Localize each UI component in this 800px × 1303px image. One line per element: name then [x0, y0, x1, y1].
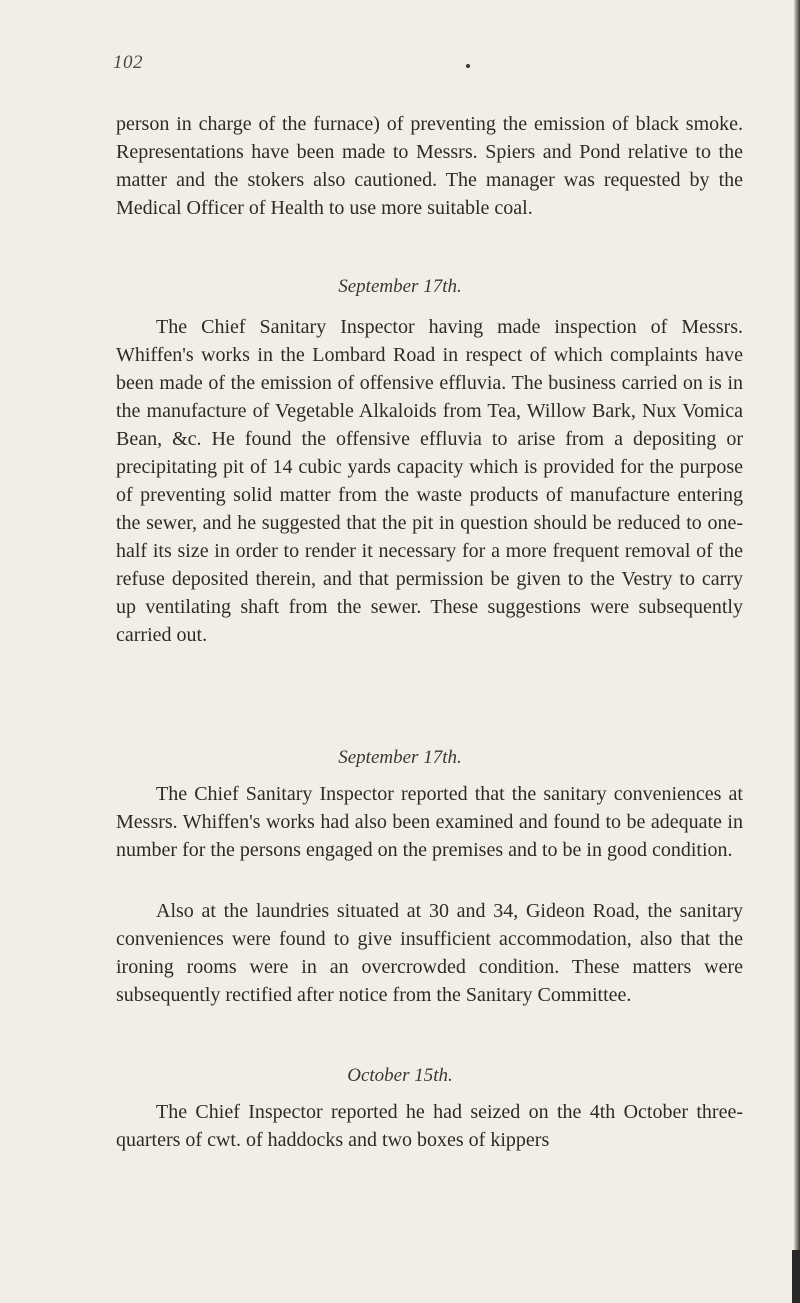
page-edge-bottom-shadow	[792, 1250, 800, 1303]
paragraph-seized-fish: The Chief Inspector reported he had seized on the 4th October three-quarters of cwt. of haddocks and two boxes of kippers	[116, 1101, 743, 1151]
date-heading-september-17-first: September 17th.	[338, 276, 462, 297]
page-edge-shadow	[794, 0, 800, 1303]
page-number: 102	[113, 52, 143, 73]
paragraph-whiffen-effluvia: The Chief Sanitary Inspector having made inspection of Messrs. Whiffen's works in the Lombard Road in respect of which complaints have been made of the emission of offensive effluvia. The business carried on is in the manufacture of Vegetable Alkaloids from Tea, Willow Bark, Nux Vomica Bean, &c. He found the offensive effluvia to arise from a depositing or precipitating pit of 14 cubic yards capacity which is provided for the purpose of preventing solid matter from the waste products of manufacture entering the sewer, and he suggested that the pit in question should be reduced to one-half its size in order to render it necessary for a more frequent removal of the refuse deposited therein, and that permission be given to the Vestry to carry up ventilating shaft from the sewer. These suggestions were subsequently carried out.	[116, 316, 743, 646]
paragraph-whiffen-conveniences: The Chief Sanitary Inspector reported that the sanitary conveniences at Messrs. Whiffen's works had also been examined and found to be adequate in number for the persons engaged on the premises and to be in good condition.	[116, 783, 743, 861]
intro-paragraph: person in charge of the furnace) of preventing the emission of black smoke. Representations have been made to Messrs. Spiers and Pond relative to the matter and the stokers also cautioned. The manager was requested by the Medical Officer of Health to use more suitable coal.	[116, 113, 743, 219]
ink-dot	[466, 64, 470, 68]
paragraph-gideon-road-laundries: Also at the laundries situated at 30 and 34, Gideon Road, the sanitary conveniences were found to give insufficient accommodation, also that the ironing rooms were in an overcrowded condition. These matters were subsequently rectified after notice from the Sanitary Committee.	[116, 900, 743, 1006]
date-heading-september-17-second: September 17th.	[338, 747, 462, 768]
date-heading-october-15: October 15th.	[347, 1065, 453, 1086]
